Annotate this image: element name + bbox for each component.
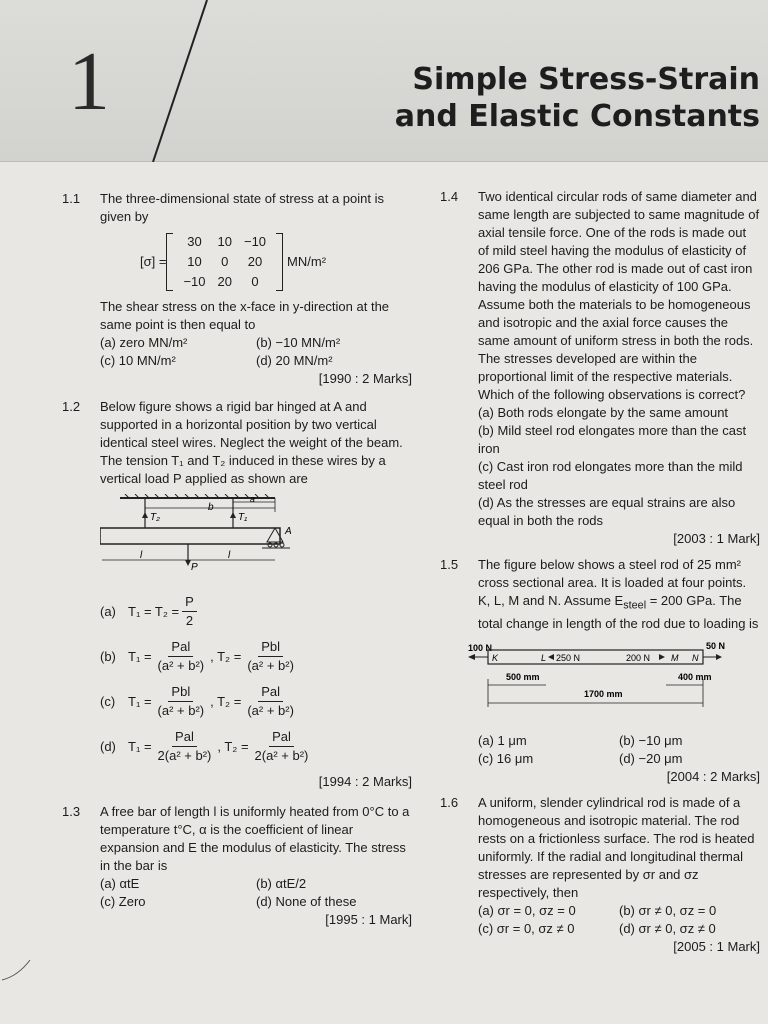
matrix-label: [σ] =: [140, 254, 167, 269]
fraction: [244, 638, 297, 675]
option-d: (d) −20 μm: [619, 750, 683, 766]
question-1-6: [440, 794, 760, 956]
matrix-cell: 0: [251, 274, 259, 289]
option-a: (a) Both rods elongate by the same amount: [478, 405, 729, 420]
denominator: 2: [185, 613, 194, 628]
option-d: [100, 728, 412, 765]
option-c: (c) 10 MN/m²: [100, 353, 176, 368]
option-a: [100, 593, 412, 630]
question-number: 1.6: [440, 794, 459, 810]
option-a: (a) zero MN/m²: [100, 335, 188, 350]
options: [100, 334, 412, 370]
question-1-1: [62, 190, 412, 388]
label-a: a: [250, 494, 256, 504]
numerator: Pal: [172, 728, 197, 747]
matrix-cell: −10: [243, 234, 267, 249]
question-text-continued: The shear stress on the x-face in y-direction at the same point is then equal to: [100, 299, 390, 332]
point-k: K: [492, 652, 499, 663]
matrix-cell: 30: [187, 234, 202, 249]
numerator: Pal: [269, 728, 294, 747]
matrix-right-bracket: [276, 233, 283, 291]
numerator: Pal: [258, 683, 283, 702]
option-b: [100, 638, 412, 675]
option-c: (c) Cast iron rod elongates more than the mild steel rod: [478, 459, 743, 492]
option-b: (b) σr ≠ 0, σz = 0: [619, 902, 717, 918]
numerator: Pbl: [258, 638, 283, 657]
question-number: 1.5: [440, 557, 459, 572]
question-1-4: [440, 188, 760, 548]
right-column: [440, 188, 760, 956]
numerator: Pal: [168, 638, 193, 657]
option-t2: , T₂ =: [210, 648, 242, 664]
label-p: P: [191, 562, 198, 573]
pencil-mark: [0, 950, 40, 990]
force-100n: 100 N: [468, 642, 493, 653]
options: [478, 732, 760, 768]
chapter-header: [0, 0, 768, 162]
year-marks: [1994 : 2 Marks]: [318, 774, 412, 789]
dim-400mm: 400 mm: [678, 671, 712, 682]
label-l-left: l: [140, 550, 143, 561]
numerator: P: [182, 593, 197, 612]
question-number: 1.3: [62, 804, 81, 819]
option-a: (a) σr = 0, σz = 0: [478, 902, 576, 918]
fraction: [155, 683, 208, 720]
question-text: Below figure shows a rigid bar hinged at A and supported in a horizontal position by two vertical identical steel wires. Neglect the weight of the beam. The tension T₁ and T₂ induced in these wires by a vertical load P applied as shown are: [100, 399, 403, 486]
denominator: (a² + b²): [157, 658, 205, 673]
option-label: (c): [100, 693, 116, 709]
year-marks: [2005 : 1 Mark]: [673, 938, 760, 954]
option-t2: , T₂ =: [217, 738, 249, 754]
matrix-cell: 10: [217, 234, 232, 249]
year-marks: [2003 : 1 Mark]: [673, 531, 760, 546]
force-200n: 200 N: [626, 652, 651, 663]
fraction: [252, 728, 312, 765]
denominator: (a² + b²): [157, 703, 205, 718]
denominator: 2(a² + b²): [157, 748, 212, 763]
numerator: Pbl: [168, 683, 193, 702]
question-text: The three-dimensional state of stress at a point is given by: [100, 191, 384, 224]
options: [100, 875, 412, 911]
option-d: (d) σr ≠ 0, σz ≠ 0: [619, 920, 716, 936]
option-b: (b) −10 MN/m²: [256, 335, 341, 350]
matrix-cell: −10: [183, 274, 206, 289]
option-b: (b) −10 μm: [619, 732, 683, 748]
option-t2: , T₂ =: [210, 693, 242, 709]
option-label: (b): [100, 648, 116, 664]
question-1-3: [62, 803, 412, 929]
denominator: 2(a² + b²): [254, 748, 309, 763]
stress-matrix: [140, 232, 412, 292]
option-c: [100, 683, 412, 720]
chapter-number: 1: [68, 35, 110, 128]
question-text: Two identical circular rods of same diameter and same length are subjected to same magnitude of axial tensile force. One of the rods is made out of mild steel having the modulus of elasticity of 206 GPa. The other rod is made out of cast iron having the modulus of elasticity of 100 GPa. Assume both the materials to be homogeneous and isotropic and the axial force causes the same amount of uniform stress in both the rods. The stresses developed are within the proportional limit of the respective materials. Which of the following observations is correct?: [478, 189, 760, 402]
option-d: (d) None of these: [256, 894, 357, 909]
matrix-cell: 0: [221, 254, 229, 269]
matrix-cell: 20: [247, 254, 263, 269]
rigid-bar-figure: [100, 494, 310, 574]
matrix-table: [177, 232, 272, 292]
fraction: [155, 728, 215, 765]
force-250n: 250 N: [556, 652, 581, 663]
question-text-part1: The figure below shows a steel rod of 25 mm² cross sectional area. It is loaded at four points. K, L, M and N. Assume E: [478, 557, 747, 608]
option-label: (a): [100, 603, 116, 619]
question-text: A free bar of length l is uniformly heated from 0°C to a temperature t°C, α is the coefficient of linear expansion and E the modulus of elasticity. The stress in the bar is: [100, 804, 410, 873]
option-expr: T₁ = T₂ =: [128, 603, 180, 619]
option-label: (d): [100, 738, 116, 754]
option-c: (c) 16 μm: [478, 750, 534, 766]
option-a: (a) αtE: [100, 876, 140, 891]
chapter-title: [395, 62, 760, 135]
label-t1: T₁: [238, 512, 248, 523]
label-b: b: [208, 502, 214, 513]
chapter-title-line1: Simple Stress-Strain: [412, 62, 760, 97]
denominator: (a² + b²): [247, 703, 294, 718]
dim-1700mm: 1700 mm: [584, 688, 623, 699]
question-1-5: [440, 556, 760, 786]
year-marks: [2004 : 2 Marks]: [666, 768, 760, 784]
fraction: [155, 638, 208, 675]
options: [478, 902, 760, 938]
option-t1: T₁ =: [128, 693, 152, 709]
option-b: (b) Mild steel rod elongates more than the cast iron: [478, 423, 747, 456]
label-hinge-a: A: [285, 526, 292, 537]
option-a: (a) 1 μm: [478, 732, 527, 748]
label-t2: T₂: [150, 512, 160, 523]
question-number: 1.2: [62, 399, 81, 414]
option-t1: T₁ =: [128, 648, 152, 664]
denominator: (a² + b²): [247, 658, 294, 673]
fraction: [182, 593, 197, 630]
question-text: [478, 556, 760, 633]
question-text-part2: = 200 GPa. The total change in length of the rod due to loading is: [478, 593, 759, 631]
dim-500mm: 500 mm: [506, 671, 540, 682]
question-number: 1.4: [440, 189, 459, 204]
question-1-2: [62, 398, 412, 791]
option-c: (c) σr = 0, σz ≠ 0: [478, 920, 575, 936]
matrix-left-bracket: [166, 233, 173, 291]
option-t1: T₁ =: [128, 738, 152, 754]
header-divider-line: [145, 0, 215, 162]
year-marks: [1990 : 2 Marks]: [318, 371, 412, 386]
option-c: (c) Zero: [100, 894, 146, 909]
option-b: (b) αtE/2: [256, 876, 307, 891]
fraction: [244, 683, 297, 720]
year-marks: [1995 : 1 Mark]: [325, 912, 412, 927]
chapter-title-line2: and Elastic Constants: [394, 98, 760, 134]
force-50n: 50 N: [706, 640, 726, 651]
question-number: 1.1: [62, 191, 81, 206]
steel-rod-figure: [466, 639, 728, 721]
subscript-steel: steel: [623, 599, 647, 612]
matrix-unit: MN/m²: [287, 254, 327, 269]
matrix-cell: 20: [217, 274, 232, 289]
point-n: N: [692, 652, 699, 663]
matrix-cell: 10: [187, 254, 202, 269]
option-d: (d) As the stresses are equal strains are also equal in both the rods: [478, 495, 736, 528]
label-l-right: l: [228, 550, 231, 561]
left-column: [62, 190, 412, 929]
option-d: (d) 20 MN/m²: [256, 353, 333, 368]
point-l: L: [541, 652, 547, 663]
question-text: A uniform, slender cylindrical rod is made of a homogeneous and isotropic material. The rod rests on a frictionless surface. The rod is heated uniformly. If the radial and longitudinal thermal stresses are represented by σr and σz respectively, then: [478, 794, 755, 900]
point-m: M: [671, 652, 679, 663]
